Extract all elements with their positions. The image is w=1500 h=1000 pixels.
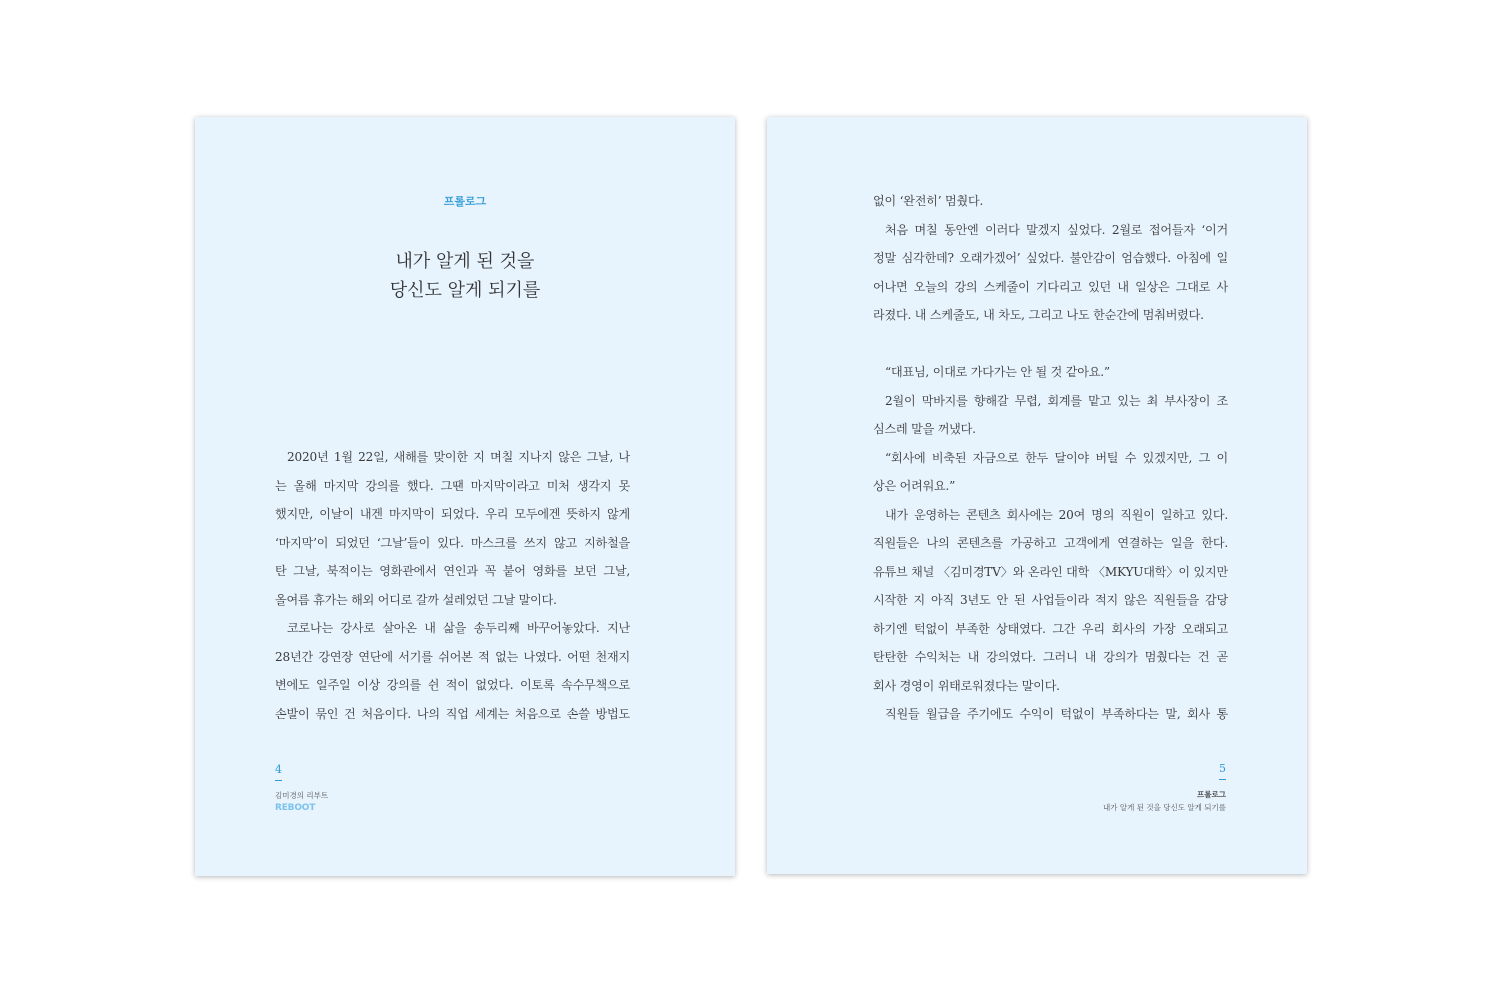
- text-line: 코로나는 강사로 살아온 내 삶을 송두리째 바꾸어놓았다. 지난: [287, 621, 630, 635]
- text-line: 처음 며칠 동안엔 이러다 말겠지 싶었다. 2월로 접어들자 ‘이거: [885, 222, 1228, 237]
- text-line: 직원들 월급을 주기에도 수익이 턱없이 부족하다는 말, 회사 통: [885, 707, 1228, 721]
- text-line: 는 올해 마지막 강의를 했다. 그땐 마지막이라고 미처 생각지 못: [275, 478, 630, 493]
- text-line: 심스레 말을 꺼냈다.: [873, 422, 976, 436]
- text-line: 시작한 지 아직 3년도 안 된 사업들이라 적지 않은 직원들을 감당: [873, 593, 1228, 607]
- text-line: 2020년 1월 22일, 새해를 맞이한 지 며칠 지나지 않은 그날, 나: [287, 450, 631, 464]
- body-text: [873, 187, 1228, 729]
- left-page: [195, 117, 735, 876]
- text-line: 정말 심각한데? 오래가겠어’ 싶었다. 불안감이 엄습했다. 아침에 일: [873, 251, 1228, 265]
- text-line: “대표님, 이대로 가다가는 안 될 것 같아요.”: [885, 365, 1110, 379]
- text-line: 탄 그날, 북적이는 영화관에서 연인과 꼭 붙어 영화를 보던 그날,: [275, 564, 630, 578]
- page-number: 5: [1219, 762, 1226, 775]
- book-title: 김미경의 리부트: [275, 791, 329, 800]
- page-number: 4: [275, 763, 282, 776]
- text-line: 하기엔 턱없이 부족한 상태였다. 그간 우리 회사의 가장 오래되고: [873, 621, 1228, 636]
- text-line: 변에도 일주일 이상 강의를 쉰 적이 없었다. 이토록 속수무책으로: [275, 678, 630, 692]
- paragraph-spacer: [873, 330, 1228, 359]
- text-line: 어나면 오늘의 강의 스케줄이 기다리고 있던 내 일상은 그대로 사: [873, 279, 1228, 294]
- text-line: 직원들은 나의 콘텐츠를 가공하고 고객에게 연결하는 일을 한다.: [873, 536, 1228, 550]
- footer-rule: [275, 780, 282, 781]
- text-line: “회사에 비축된 자금으로 한두 달이야 버틸 수 있겠지만, 그 이: [885, 450, 1228, 465]
- text-line: ‘마지막’이 되었던 ‘그날’들이 있다. 마스크를 쓰지 않고 지하철을: [275, 535, 630, 550]
- text-line: 회사 경영이 위태로워졌다는 말이다.: [873, 678, 1060, 693]
- footer-rule: [1219, 779, 1226, 780]
- running-chapter-label: 프롤로그: [1197, 790, 1226, 799]
- text-line: 28년간 강연장 연단에 서기를 쉬어본 적 없는 나였다. 어떤 천재지: [275, 649, 630, 664]
- brand-logo: REBOOT: [275, 803, 316, 813]
- chapter-title: [195, 247, 735, 305]
- text-line: 유튜브 채널 〈김미경TV〉와 온라인 대학 〈MKYU대학〉이 있지만: [873, 564, 1228, 579]
- running-title: 내가 알게 된 것을 당신도 알게 되기를: [1103, 803, 1226, 812]
- text-line: 2월이 막바지를 향해갈 무렵, 회계를 맡고 있는 최 부사장이 조: [885, 393, 1228, 408]
- text-line: 했지만, 이날이 내겐 마지막이 되었다. 우리 모두에겐 뜻하지 않게: [275, 507, 630, 521]
- body-text: [275, 443, 630, 728]
- text-line: 라졌다. 내 스케줄도, 내 차도, 그리고 나도 한순간에 멈춰버렸다.: [873, 308, 1204, 322]
- text-line: 탄탄한 수익처는 내 강의였다. 그러니 내 강의가 멈췄다는 건 곧: [873, 650, 1228, 664]
- text-line: 상은 어려워요.”: [873, 479, 956, 493]
- text-line: 손발이 묶인 건 처음이다. 나의 직업 세계는 처음으로 손쓸 방법도: [275, 706, 630, 721]
- text-line: 올여름 휴가는 해외 어디로 갈까 설레었던 그날 말이다.: [275, 592, 557, 607]
- right-page: [767, 117, 1307, 874]
- text-line: 내가 운영하는 콘텐츠 회사에는 20여 명의 직원이 일하고 있다.: [885, 507, 1228, 522]
- text-line: 없이 ‘완전히’ 멈췄다.: [873, 194, 984, 208]
- title-line: 내가 알게 된 것을: [395, 251, 535, 272]
- chapter-label: 프롤로그: [443, 195, 487, 208]
- title-line: 당신도 알게 되기를: [389, 280, 541, 301]
